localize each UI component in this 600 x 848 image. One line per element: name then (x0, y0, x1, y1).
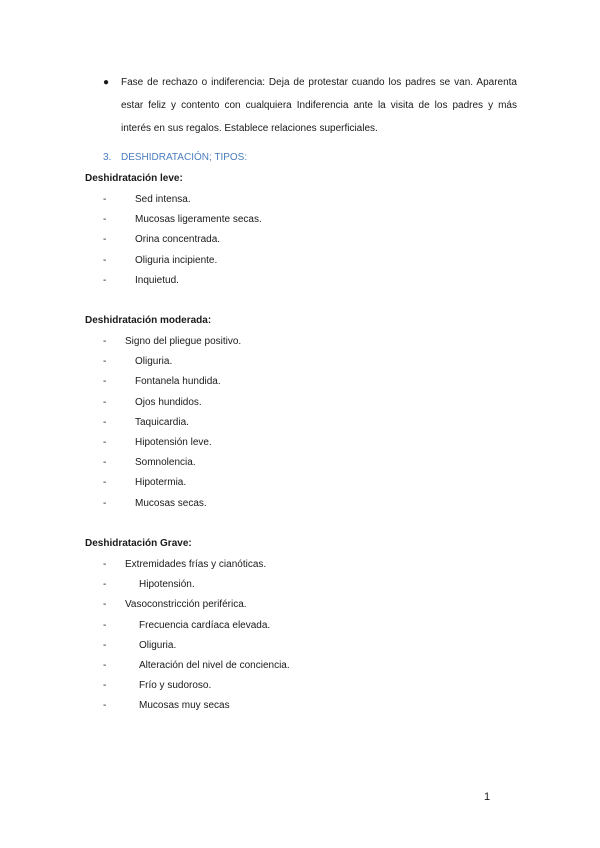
dash-marker: - (103, 639, 107, 651)
list-item-text: Oliguria incipiente. (135, 254, 218, 266)
dash-marker: - (103, 194, 107, 205)
list-item-text: Somnolencia. (135, 457, 196, 469)
list-item-text: Mucosas muy secas (139, 700, 230, 712)
list-item-text: Orina concentrada. (135, 234, 221, 246)
dash-marker: - (103, 254, 107, 266)
dash-marker: - (103, 700, 107, 712)
dash-marker: - (103, 497, 107, 509)
list-item-text: Mucosas secas. (135, 497, 207, 509)
dash-marker: - (103, 214, 107, 226)
dash-marker: - (103, 619, 107, 631)
list-item-text: Vasoconstricción periférica. (125, 599, 247, 611)
dash-marker: - (103, 559, 107, 570)
page-number: 1 (484, 791, 491, 803)
list-item-text: Inquietud. (135, 274, 179, 286)
list-item-text: Hipotensión leve. (135, 436, 212, 448)
section-title: DESHIDRATACIÓN; TIPOS: (121, 152, 248, 163)
dash-marker: - (103, 234, 107, 246)
dash-marker: - (103, 356, 107, 368)
list-item-text: Frío y sudoroso. (139, 680, 212, 692)
dash-marker: - (103, 336, 107, 347)
intro-bullet-text: Fase de rechazo o indiferencia: Deja de protestar cuando los padres se van. Aparenta estar feliz y contento con cualquiera Indiferencia ante la visita de los padres y más interés en sus regalos. Establece relaciones superficiales. (121, 77, 517, 134)
dash-marker: - (103, 416, 107, 428)
list-item-text: Oliguria. (135, 356, 173, 368)
list-item-text: Alteración del nivel de conciencia. (139, 659, 290, 671)
group-title-grave: Deshidratación Grave: (85, 538, 192, 549)
section-number: 3. (103, 152, 112, 163)
list-item-text: Hipotensión. (139, 579, 195, 591)
list-item-text: Sed intensa. (135, 194, 191, 205)
list-item-text: Hipotermia. (135, 477, 187, 489)
list-item-text: Oliguria. (139, 639, 177, 651)
list-item-text: Mucosas ligeramente secas. (135, 214, 262, 226)
dash-marker: - (103, 680, 107, 692)
list-item-text: Signo del pliegue positivo. (125, 336, 242, 347)
group-title-leve: Deshidratación leve: (85, 173, 183, 184)
list-item-text: Ojos hundidos. (135, 396, 202, 408)
dash-marker: - (103, 436, 107, 448)
list-item-text: Frecuencia cardíaca elevada. (139, 619, 271, 631)
dash-marker: - (103, 457, 107, 469)
list-item-text: Extremidades frías y cianóticas. (125, 559, 267, 570)
dash-marker: - (103, 477, 107, 489)
section-heading (103, 152, 247, 163)
list-item-text: Taquicardia. (135, 416, 189, 428)
bullet-dot-icon: ● (103, 77, 110, 88)
dash-marker: - (103, 579, 107, 591)
dash-marker: - (103, 659, 107, 671)
dash-marker: - (103, 274, 107, 286)
dash-marker: - (103, 599, 107, 611)
dash-marker: - (103, 376, 107, 388)
group-title-moderada: Deshidratación moderada: (85, 315, 212, 326)
dash-marker: - (103, 396, 107, 408)
list-item-text: Fontanela hundida. (135, 376, 221, 388)
